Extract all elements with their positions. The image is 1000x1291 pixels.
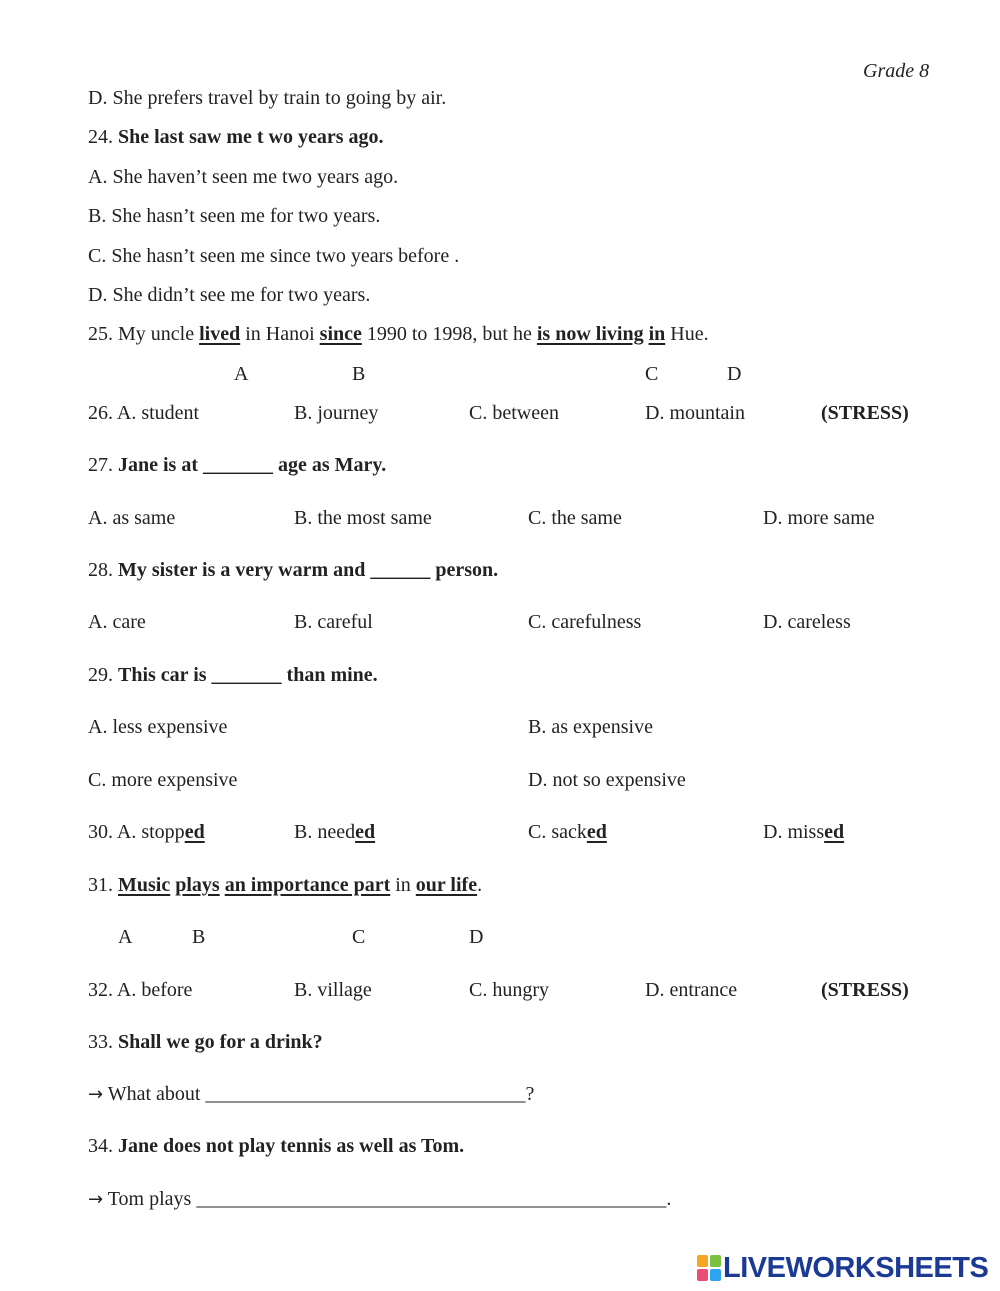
q26-option-b: B. journey <box>294 402 379 424</box>
liveworksheets-logo[interactable] <box>697 1253 988 1283</box>
q33-answer-line[interactable] <box>88 1082 534 1107</box>
q30-option-b-ending: ed <box>355 821 376 843</box>
q32-stress-tag: (STRESS) <box>821 979 909 1001</box>
q32-option-d: D. entrance <box>645 979 738 1001</box>
q30-option-a-ending: ed <box>184 821 205 843</box>
q34-question <box>88 1134 464 1158</box>
q27-option-b: B. the most same <box>294 507 432 529</box>
q30-option-d-ending: ed <box>824 821 845 843</box>
q32-option-c: C. hungry <box>469 979 549 1001</box>
q30-option-c-ending: ed <box>586 821 607 843</box>
q29-option-b: B. as expensive <box>528 716 653 738</box>
q34-number: 34. <box>88 1135 118 1157</box>
q27-question <box>88 453 386 477</box>
q29-question <box>88 663 378 687</box>
q24-number: 24. <box>88 126 118 148</box>
q31-label-c: C <box>352 926 366 948</box>
q27-option-d: D. more same <box>763 507 875 529</box>
q26-option-c: C. between <box>469 402 559 424</box>
q29-option-c: C. more expensive <box>88 769 238 791</box>
q32-option-b: B. village <box>294 979 372 1001</box>
q27-option-c: C. the same <box>528 507 622 529</box>
q33-stem: Shall we go for a drink? <box>118 1031 323 1053</box>
q25-text-2: in Hanoi <box>240 323 320 345</box>
q31-number: 31. <box>88 874 118 896</box>
q31-underlined-d: our life <box>415 874 478 896</box>
q30-option-a-stem: 30. A. stopp <box>88 821 185 843</box>
q25-underlined-d: in <box>648 323 666 345</box>
q25-text-3: 1990 to 1998, but he <box>361 323 537 345</box>
q31-underlined-c: an importance part <box>224 874 391 896</box>
q34-stem: Jane does not play tennis as well as Tom. <box>118 1135 465 1157</box>
q29-number: 29. <box>88 664 118 686</box>
q34-answer-line[interactable] <box>88 1187 671 1212</box>
q25-underlined-b: since <box>319 323 362 345</box>
q28-stem: My sister is a very warm and ______ person. <box>118 559 499 581</box>
q28-option-d: D. careless <box>763 611 851 633</box>
q31-text-in: in <box>390 874 416 896</box>
q24-option-c: C. She hasn’t seen me since two years before . <box>88 245 460 267</box>
q31-period: . <box>477 874 483 896</box>
q34-answer-prompt: Tom plays _______________________________________________. <box>103 1188 672 1210</box>
q25-underlined-a: lived <box>199 323 241 345</box>
q25-text-1: 25. My uncle <box>88 323 200 345</box>
q27-option-a: A. as same <box>88 507 176 529</box>
q30-option-a <box>88 820 205 844</box>
q30-option-b <box>294 820 375 844</box>
q24-option-d: D. She didn’t see me for two years. <box>88 284 371 306</box>
q25-underlined-c: is now living <box>536 323 644 345</box>
q29-stem: This car is _______ than mine. <box>118 664 378 686</box>
q28-option-b: B. careful <box>294 611 373 633</box>
q33-answer-prompt: What about ________________________________? <box>103 1083 535 1105</box>
q28-question <box>88 558 498 582</box>
q24-question <box>88 125 384 149</box>
q28-number: 28. <box>88 559 118 581</box>
q31-underlined-b: plays <box>175 874 220 896</box>
q25-label-d: D <box>727 363 742 385</box>
liveworksheets-logo-icon <box>697 1255 721 1281</box>
q31-label-d: D <box>469 926 484 948</box>
q31-sentence <box>88 873 482 897</box>
q30-option-d-stem: D. miss <box>763 821 825 843</box>
q30-option-b-stem: B. need <box>294 821 356 843</box>
q28-option-a: A. care <box>88 611 146 633</box>
grade-label: Grade 8 <box>863 60 930 82</box>
q25-label-c: C <box>645 363 659 385</box>
q25-label-a: A <box>234 363 249 385</box>
q33-question <box>88 1030 323 1054</box>
q28-option-c: C. carefulness <box>528 611 642 633</box>
q29-option-a: A. less expensive <box>88 716 228 738</box>
q25-sentence <box>88 322 709 346</box>
q31-label-b: B <box>192 926 206 948</box>
q26-option-a: 26. A. student <box>88 402 200 424</box>
q27-stem: Jane is at _______ age as Mary. <box>118 454 387 476</box>
q24-stem: She last saw me t wo years ago. <box>118 126 384 148</box>
q23-option-d: D. She prefers travel by train to going by air. <box>88 87 447 109</box>
q27-number: 27. <box>88 454 118 476</box>
q33-number: 33. <box>88 1031 118 1053</box>
q30-option-c-stem: C. sack <box>528 821 587 843</box>
q24-option-b: B. She hasn’t seen me for two years. <box>88 205 381 227</box>
q29-option-d: D. not so expensive <box>528 769 686 791</box>
arrow-right-icon: → <box>88 1084 104 1105</box>
q32-option-a: 32. A. before <box>88 979 193 1001</box>
q30-option-d <box>763 820 844 844</box>
q24-option-a: A. She haven’t seen me two years ago. <box>88 166 399 188</box>
q25-label-b: B <box>352 363 366 385</box>
liveworksheets-logo-text: LIVEWORKSHEETS <box>723 1252 989 1284</box>
q26-stress-tag: (STRESS) <box>821 402 909 424</box>
q30-option-c <box>528 820 607 844</box>
q26-option-d: D. mountain <box>645 402 745 424</box>
q31-label-a: A <box>118 926 133 948</box>
arrow-right-icon: → <box>88 1189 104 1210</box>
q31-underlined-a: Music <box>118 874 171 896</box>
q25-text-5: Hue. <box>665 323 709 345</box>
